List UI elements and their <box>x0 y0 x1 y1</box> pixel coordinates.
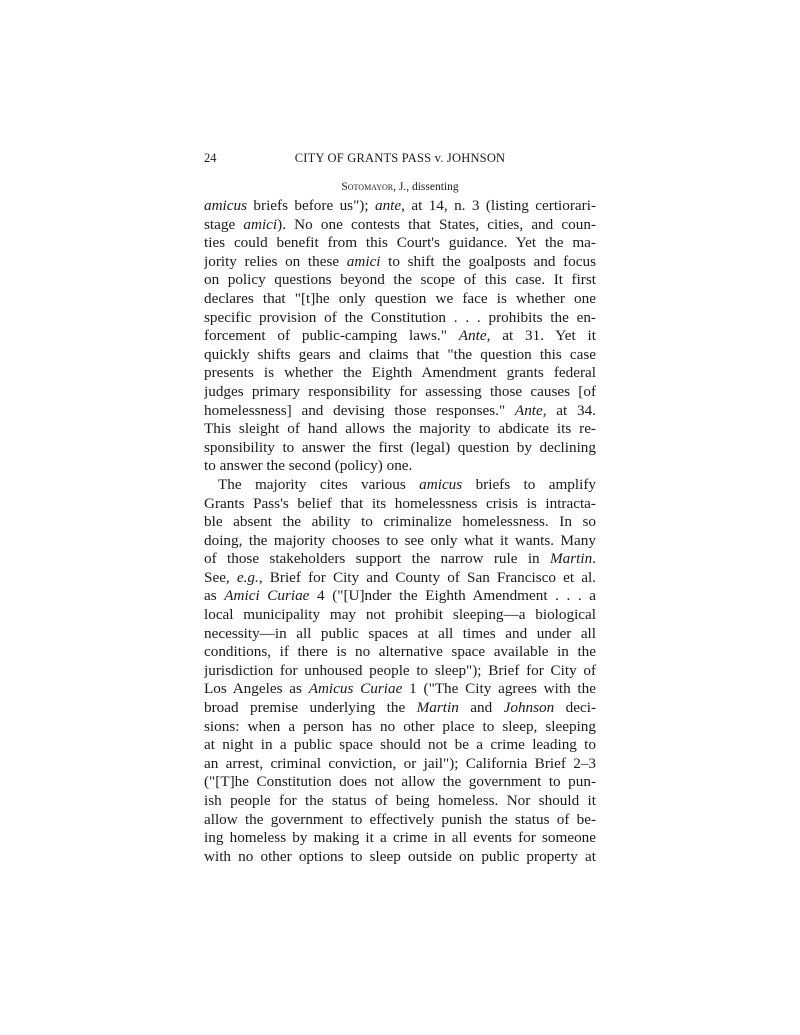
text-line <box>204 829 596 848</box>
text-line <box>204 290 596 309</box>
italic-text: e.g. <box>236 568 259 586</box>
text-line <box>204 680 596 699</box>
text-line <box>204 216 596 235</box>
text-segment: deci- <box>554 699 596 717</box>
page-number: 24 <box>204 151 217 165</box>
text-line <box>204 792 596 811</box>
opinion-author <box>204 180 596 194</box>
text-segment: at 31. Yet it <box>490 327 596 345</box>
text-segment: jurisdiction for unhoused people to sleep"); Brief for City of <box>204 661 596 679</box>
text-line <box>204 625 596 644</box>
text-segment: ing homeless by making it a crime in all events for someone <box>204 829 596 847</box>
opinion-body-text <box>204 197 596 866</box>
text-segment: Grants Pass's belief that its homelessness crisis is intracta- <box>204 494 596 512</box>
text-segment: Los Angeles as <box>204 680 309 698</box>
text-line <box>204 643 596 662</box>
text-line <box>204 457 596 476</box>
text-segment: of those stakeholders support the narrow rule in <box>204 550 550 568</box>
text-line <box>204 699 596 718</box>
text-segment: judges primary responsibility for assessing those causes [of <box>204 382 596 400</box>
running-head <box>204 150 596 166</box>
text-segment: at 34. <box>546 401 596 419</box>
text-segment: ties could benefit from this Court's guidance. Yet the ma- <box>204 234 596 252</box>
text-segment: with no other options to sleep outside on public property at <box>204 847 596 865</box>
text-line <box>204 364 596 383</box>
text-line <box>204 773 596 792</box>
opinion-author-name: Sotomayor <box>341 181 394 193</box>
text-line <box>204 402 596 421</box>
text-segment: 1 ("The City agrees with the <box>402 680 596 698</box>
text-line <box>204 439 596 458</box>
case-title: CITY OF GRANTS PASS v. JOHNSON <box>294 151 506 165</box>
text-segment: doing, the majority chooses to see only what it wants. Many <box>204 531 596 549</box>
text-segment: necessity—in all public spaces at all times and under all <box>204 624 596 642</box>
text-line <box>204 495 596 514</box>
text-line <box>204 662 596 681</box>
text-segment: at 14, n. 3 (listing certiorari- <box>404 197 596 214</box>
text-line <box>204 513 596 532</box>
italic-text: Amicus Curiae <box>308 680 403 698</box>
text-segment: to answer the second (policy) one. <box>204 457 413 475</box>
text-line <box>204 606 596 625</box>
text-line <box>204 550 596 569</box>
text-segment: 4 ("[U]nder the Eighth Amendment . . . a <box>309 587 596 605</box>
text-line <box>204 309 596 328</box>
text-segment: briefs to amplify <box>462 475 596 493</box>
text-segment: declares that "[t]he only question we face is whether one <box>204 289 596 307</box>
text-line <box>204 848 596 867</box>
italic-text: amicus <box>204 197 248 214</box>
text-line <box>204 197 596 216</box>
text-line <box>204 327 596 346</box>
italic-text: amicus <box>419 475 463 493</box>
text-segment: specific provision of the Constitution . . . prohibits the en- <box>204 308 596 326</box>
text-segment: forcement of public-camping laws." <box>204 327 459 345</box>
text-segment: sions: when a person has no other place to sleep, sleeping <box>204 717 596 735</box>
italic-text: Ante, <box>458 327 491 345</box>
text-segment: quickly shifts gears and claims that "the question this case <box>204 345 596 363</box>
text-segment: on policy questions beyond the scope of this case. It first <box>204 271 596 289</box>
text-segment: at night in a public space should not be a crime leading to <box>204 736 596 754</box>
text-segment: ish people for the status of being homeless. Nor should it <box>204 792 596 809</box>
text-segment: stage <box>204 215 244 233</box>
text-segment: . <box>592 550 596 568</box>
text-segment: presents is whether the Eighth Amendment grants federal <box>204 364 596 382</box>
text-segment: allow the government to effectively punish the status of be- <box>204 810 596 828</box>
text-segment: and <box>458 699 504 717</box>
italic-text: amici <box>243 215 278 233</box>
text-segment: homelessness] and devising those responses." <box>204 401 515 419</box>
text-segment: ("[T]he Constitution does not allow the government to pun- <box>204 773 596 791</box>
text-line <box>204 234 596 253</box>
text-line <box>204 755 596 774</box>
italic-text: amici <box>346 252 381 270</box>
text-segment: See, <box>204 568 237 586</box>
text-line <box>204 476 596 495</box>
italic-text: Johnson <box>503 699 555 717</box>
italic-text: ante, <box>374 197 405 214</box>
text-line <box>204 420 596 439</box>
text-segment: sponsibility to answer the first (legal) question by declining <box>204 438 596 456</box>
text-segment: conditions, if there is no alternative space available in the <box>204 643 596 661</box>
text-segment: an arrest, criminal conviction, or jail"); California Brief 2–3 <box>204 754 596 772</box>
text-line <box>204 346 596 365</box>
text-line <box>204 587 596 606</box>
opinion-author-suffix: , J., dissenting <box>393 181 459 193</box>
text-line <box>204 253 596 272</box>
text-segment: to shift the goalposts and focus <box>380 252 596 270</box>
italic-text: Martin <box>416 699 459 717</box>
text-line <box>204 271 596 290</box>
text-segment: briefs before us"); <box>247 197 375 214</box>
text-line <box>204 736 596 755</box>
text-line <box>204 383 596 402</box>
text-segment: , Brief for City and County of San Francisco et al. <box>258 568 596 586</box>
text-segment: ). No one contests that States, cities, and coun- <box>277 215 596 233</box>
text-segment: jority relies on these <box>204 252 347 270</box>
text-segment: The majority cites various <box>218 475 420 493</box>
italic-text: Martin <box>550 550 593 568</box>
italic-text: Amici Curiae <box>224 587 310 605</box>
text-line <box>204 811 596 830</box>
text-segment: ble absent the ability to criminalize homelessness. In so <box>204 513 596 531</box>
text-segment: broad premise underlying the <box>204 699 417 717</box>
text-segment: local municipality may not prohibit sleeping—a biological <box>204 606 596 624</box>
text-line <box>204 718 596 737</box>
italic-text: Ante, <box>514 401 547 419</box>
text-segment: This sleight of hand allows the majority to abdicate its re- <box>204 420 596 438</box>
text-line <box>204 569 596 588</box>
text-line <box>204 532 596 551</box>
text-segment: as <box>204 587 225 605</box>
